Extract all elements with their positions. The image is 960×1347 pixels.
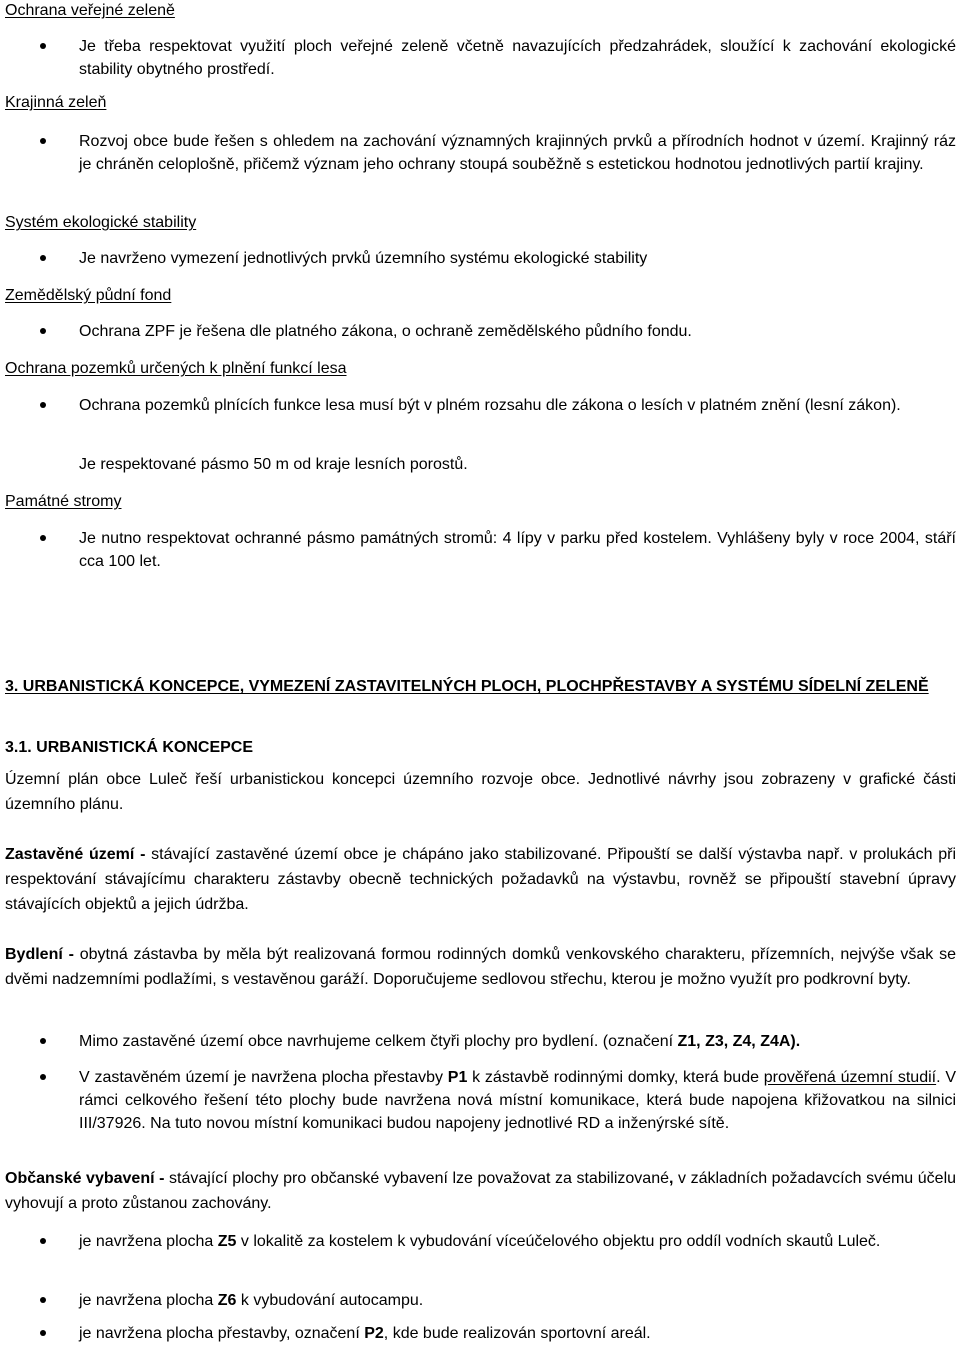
bullet-text: Ochrana ZPF je řešena dle platného zákona, o ochraně zemědělského půdního fondu.	[79, 323, 692, 340]
bullet-icon	[40, 1297, 46, 1303]
bullet-item	[40, 1230, 956, 1253]
section-3-heading: 3. URBANISTICKÁ KONCEPCE, VYMEZENÍ ZASTAVITELNÝCH PLOCH, PLOCHPŘESTAVBY A SYSTÉMU SÍDELNÍ ZELENĚ	[5, 678, 929, 695]
bullet-text: Rozvoj obce bude řešen s ohledem na zachování významných krajinných prvků a přírodních hodnot v území. Krajinný ráz je chráněn celoplošně, přičemž význam jeho ochrany stoupá souběžně s estetickou hodnotou jednotlivých partií krajiny.	[79, 133, 956, 173]
bullet-text: Je třeba respektovat využití ploch veřejné zeleně včetně navazujících předzahrádek, sloužící k zachování ekologické stability obytného prostředí.	[79, 38, 956, 78]
section-3-1-heading: 3.1. URBANISTICKÁ KONCEPCE	[5, 739, 254, 756]
bullet-text: Je respektované pásmo 50 m od kraje lesních porostů.	[79, 456, 468, 473]
paragraph-lead: Zastavěné území -	[5, 846, 146, 863]
bullet-item	[40, 1066, 956, 1135]
bullet-text: je navržena plocha přestavby, označení P2, kde bude realizován sportovní areál.	[79, 1325, 651, 1342]
bullet-icon	[40, 535, 46, 541]
bullet-icon	[40, 328, 46, 334]
bullet-item	[40, 394, 956, 417]
bullet-icon	[40, 138, 46, 144]
bullet-item	[40, 320, 956, 343]
bullet-text: je navržena plocha Z5 v lokalitě za kostelem k vybudování víceúčelového objektu pro oddíl vodních skautů Luleč.	[79, 1233, 881, 1250]
bullet-item	[40, 1322, 956, 1345]
bullet-item	[40, 130, 956, 176]
heading-memorial-trees: Památné stromy	[5, 493, 122, 510]
heading-public-greenery: Ochrana veřejné zeleně	[5, 2, 175, 19]
bullet-icon	[40, 43, 46, 49]
bullet-item-no-marker	[40, 453, 956, 476]
heading-agricultural-land: Zemědělský půdní fond	[5, 287, 172, 304]
paragraph-lead: Občanské vybavení -	[5, 1170, 165, 1187]
bullet-icon	[40, 1330, 46, 1336]
bullet-icon	[40, 1038, 46, 1044]
bullet-item	[40, 527, 956, 573]
bullet-text: Ochrana pozemků plnících funkce lesa musí být v plném rozsahu dle zákona o lesích v platném znění (lesní zákon).	[79, 397, 901, 414]
bullet-text: Mimo zastavěné území obce navrhujeme celkem čtyři plochy pro bydlení. (označení Z1, Z3, Z4, Z4A).	[79, 1033, 801, 1050]
bullet-item	[40, 247, 956, 270]
bullet-text: je navržena plocha Z6 k vybudování autocampu.	[79, 1292, 424, 1309]
bullet-icon	[40, 1074, 46, 1080]
heading-forest-land: Ochrana pozemků určených k plnění funkcí lesa	[5, 360, 347, 377]
bullet-text: Je nutno respektovat ochranné pásmo památných stromů: 4 lípy v parku před kostelem. Vyhlášeny byly v roce 2004, stáří cca 100 let.	[79, 530, 956, 570]
bullet-text: Je navrženo vymezení jednotlivých prvků územního systému ekologické stability	[79, 250, 648, 267]
paragraph-civic-amenities: Občanské vybavení - stávající plochy pro občanské vybavení lze považovat za stabilizované, v základních požadavcích svému účelu vyhovují a proto zůstanou zachovány.	[5, 1170, 957, 1212]
bullet-item	[40, 1030, 956, 1053]
heading-landscape-greenery: Krajinná zeleň	[5, 94, 107, 111]
bullet-icon	[40, 255, 46, 261]
paragraph-built-up-area: Zastavěné území - stávající zastavěné území obce je chápáno jako stabilizované. Připouští se další výstavba např. v prolukách při respektování stávajícímu charakteru zástavby obecně technických požadavků na výstavbu, rovněž se připouští stavební úpravy stávajících objektů a jejich údržba.	[5, 846, 957, 913]
paragraph-lead: Bydlení -	[5, 946, 74, 963]
bullet-item	[40, 35, 956, 81]
heading-ecological-stability: Systém ekologické stability	[5, 214, 197, 231]
bullet-icon	[40, 1238, 46, 1244]
bullet-item	[40, 1289, 956, 1312]
paragraph-housing: Bydlení - obytná zástavba by měla být realizovaná formou rodinných domků venkovského charakteru, přízemních, nejvýše však se dvěmi nadzemními podlažími, s vestavěnou garáží. Doporučujeme sedlovou střechu, kterou je možno využít pro podkrovní byty.	[5, 946, 957, 988]
paragraph-intro: Územní plán obce Luleč řeší urbanistickou koncepci územního rozvoje obce. Jednotlivé návrhy jsou zobrazeny v grafické části územního plánu.	[5, 771, 956, 813]
bullet-text: V zastavěném území je navržena plocha přestavby P1 k zástavbě rodinnými domky, která bude prověřená územní studií. V rámci celkového řešení této plochy bude navržena nová místní komunikace, která bude napojena křižovatkou na silnici III/37926. Na tuto novou místní komunikaci budou napojeny jednotlivé RD a inženýrské sítě.	[79, 1069, 957, 1132]
bullet-icon	[40, 402, 46, 408]
